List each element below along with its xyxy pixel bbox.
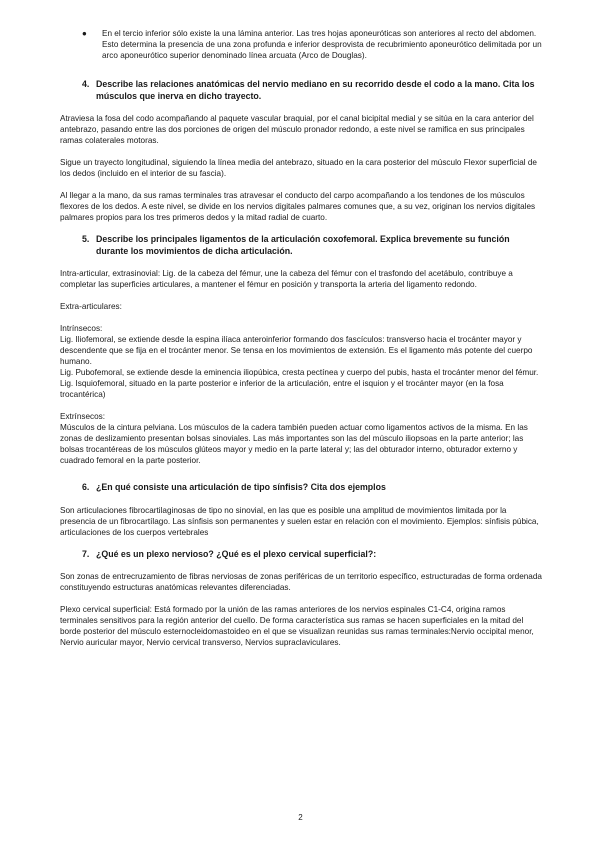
question-number: 7.: [82, 548, 90, 559]
question-number: 6.: [82, 482, 90, 492]
question-title: ¿En qué consiste una articulación de tipo sínfisis? Cita dos ejemplos: [96, 482, 386, 492]
paragraph: Son zonas de entrecruzamiento de fibras nerviosas de zonas periféricas de un territorio específico, estructuradas de forma ordenada constituyendo estructuras anatómicas relevantes diferenciadas.: [60, 572, 542, 592]
list-item: [60, 28, 544, 61]
paragraph: Al llegar a la mano, da sus ramas terminales tras atravesar el conducto del carpo acompañando a los tendones de los músculos flexores de los dedos. A este nivel, se divide en los nervios digitales palmares comunes que, a su vez, originan los nervios digitales palmares propios para los tres primeros dedos y la mitad radial de cuarto.: [60, 191, 536, 222]
question-7-heading: [60, 549, 544, 561]
subheading: Extrínsecos:: [60, 412, 106, 421]
paragraph: Son articulaciones fibrocartilaginosas de tipo no sinovial, en las que es posible una amplitud de movimientos limitada por la presencia de un fibrocartílago. Las sínfisis son permanentes y suelen estar en relación con el movimiento. Ejemplos: sínfisis púbica, articulaciones de los cuerpos vertebrales: [60, 505, 539, 537]
question-number: 5.: [82, 234, 90, 244]
paragraph: Lig. Pubofemoral, se extiende desde la eminencia iliopúbica, cresta pectínea y cuerpo del pubis, hasta el trocánter menor del fémur.: [60, 368, 539, 377]
paragraph: Músculos de la cintura pelviana. Los músculos de la cadera también pueden actuar como ligamentos activos de la misma. En las zonas de deslizamiento presentan bolsas sinoviales. Las más importantes son las del músculo iliopsoas en la parte anterior; las bolsas trocantéreas de los músculos glúteos mayor y medio en la parte lateral y; las del obturador interno, obturador externo y cuadrado femoral en la parte posterior.: [60, 423, 528, 465]
question-title: Describe los principales ligamentos de la articulación coxofemoral. Explica brevemente su función durante los movimientos de dicha articulación.: [96, 234, 510, 256]
page-number: 2: [298, 813, 303, 822]
paragraph: Plexo cervical superficial: Está formado por la unión de las ramas anteriores de los nervios espinales C1-C4, origina ramos terminales sensitivos para la región anterior del cuello. De forma característica sus ramas se hacen superficiales en la mitad del borde posterior del músculo esternocleidomastoideo en el que se visualizan reunidas sus ramas terminales:Nervio occipital menor, Nervio auricular mayor, Nervio cervical transverso, Nervios supraclaviculares.: [60, 605, 534, 647]
question-4-heading: [60, 79, 544, 102]
subheading: Intrínsecos:: [60, 324, 103, 333]
question-title: Describe las relaciones anatómicas del nervio mediano en su recorrido desde el codo a la mano. Cita los músculos que inerva en dicho trayecto.: [96, 79, 535, 101]
question-number: 4.: [82, 79, 90, 89]
document-page: [60, 28, 544, 648]
paragraph: Sigue un trayecto longitudinal, siguiendo la línea media del antebrazo, situado en la cara posterior del músculo Flexor superficial de los dedos (incluido en el interior de su fascia).: [60, 158, 537, 178]
subheading: Extra-articulares:: [60, 302, 122, 311]
bullet-icon: ●: [82, 29, 87, 38]
bullet-text: En el tercio inferior sólo existe la una lámina anterior. Las tres hojas aponeuróticas son anteriores al recto del abdomen. Esto determina la presencia de una zona profunda e inferior desprovista de recubrimiento aponeurótico delimitada por un arco aponeurótico superior denominado línea arcuata (Arco de Douglas).: [102, 29, 542, 60]
paragraph: Intra-articular, extrasinovial: Lig. de la cabeza del fémur, une la cabeza del fémur con el trasfondo del acetábulo, contribuye a completar las superficies articulares, a mantener el fémur en posición y transporta la arteria del ligamento redondo.: [60, 269, 513, 289]
paragraph: Lig. Isquiofemoral, situado en la parte posterior e inferior de la articulación, entre el isquion y el trocánter mayor (en la fosa trocantérica): [60, 379, 504, 399]
question-5-heading: [60, 234, 544, 257]
paragraph: Atraviesa la fosa del codo acompañando al paquete vascular braquial, por el canal bicipital medial y se sitúa en la cara anterior del antebrazo, pasando entre las dos porciones de origen del músculo pronador redondo, a este nivel se ramifica en sus principales ramas colaterales motoras.: [60, 114, 534, 145]
question-6-heading: [60, 482, 544, 494]
question-title: ¿Qué es un plexo nervioso? ¿Qué es el plexo cervical superficial?:: [96, 548, 377, 559]
paragraph: Lig. Iliofemoral, se extiende desde la espina ilíaca anteroinferior formando dos fascículos: transverso hacia el trocánter mayor y descendente que se fija en el trocánter menor. Se tensa en los movimientos de extensión. Es el ligamento más potente del cuerpo humano.: [60, 335, 533, 366]
